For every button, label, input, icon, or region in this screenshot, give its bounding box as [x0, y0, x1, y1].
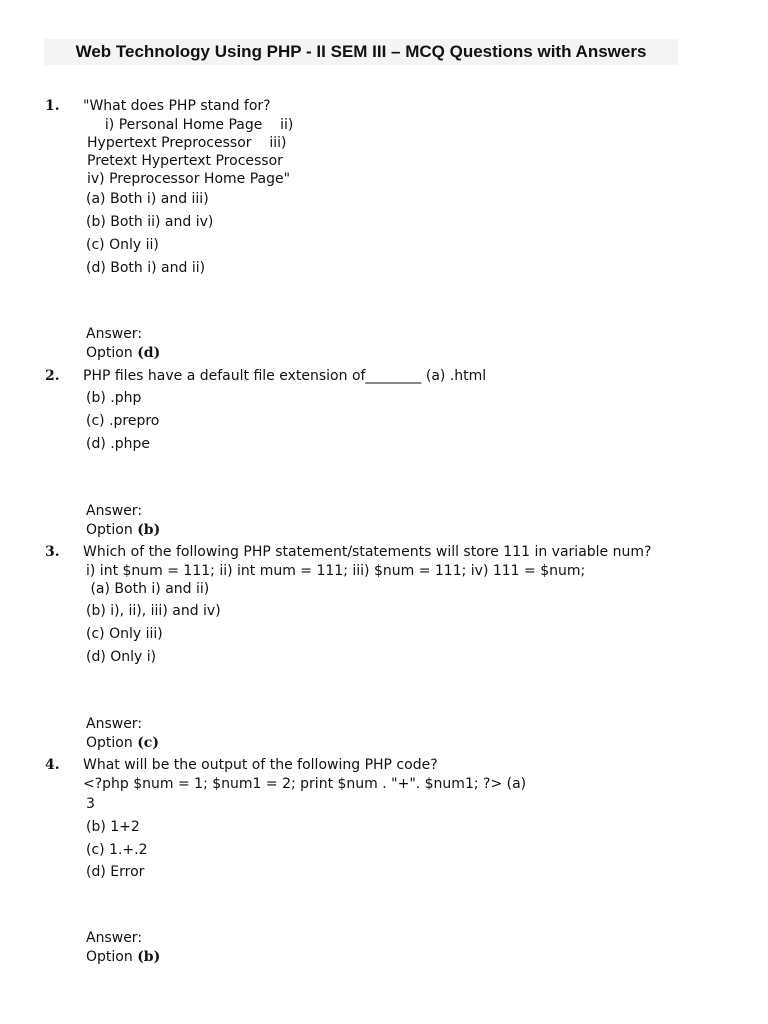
answer-label: Answer:: [86, 503, 143, 519]
answer-label: Answer:: [86, 716, 143, 732]
question-text-line: <?php $num = 1; $num1 = 2; print $num . "+". $num1; ?> (a): [83, 776, 527, 792]
option-b: (b) 1+2: [86, 819, 140, 835]
question-text-line: iv) Preprocessor Home Page": [87, 171, 291, 187]
question-number: 1.: [45, 98, 60, 114]
answer-label: Answer:: [86, 326, 143, 342]
option-d: (d) Error: [86, 864, 145, 880]
option-c: (c) 1.+.2: [86, 842, 148, 858]
option-a-value: 3: [86, 796, 95, 812]
page-title: Web Technology Using PHP - II SEM III – MCQ Questions with Answers: [75, 42, 647, 61]
option-b: (b) Both ii) and iv): [86, 214, 214, 230]
question-text-line: i) int $num = 111; ii) int mum = 111; iii) $num = 111; iv) 111 = $num;: [86, 563, 586, 579]
question-number: 4.: [45, 757, 60, 773]
question-text-line: Hypertext Preprocessor iii): [87, 135, 287, 151]
question-number: 3.: [45, 544, 60, 560]
option-prefix: Option: [86, 345, 133, 361]
option-c: (c) Only iii): [86, 626, 163, 642]
answer-option: [86, 344, 160, 363]
answer-value: (b): [137, 949, 161, 965]
answer-option: [86, 734, 159, 753]
answer-label: Answer:: [86, 930, 143, 946]
option-b: (b) .php: [86, 390, 142, 406]
option-prefix: Option: [86, 949, 133, 965]
option-b: (b) i), ii), iii) and iv): [86, 603, 221, 619]
question-text-line: Pretext Hypertext Processor: [87, 153, 283, 169]
option-c: (c) .prepro: [86, 413, 160, 429]
option-d: (d) Both i) and ii): [86, 260, 206, 276]
option-prefix: Option: [86, 522, 133, 538]
option-prefix: Option: [86, 735, 133, 751]
option-a: (a) Both i) and iii): [86, 191, 209, 207]
question-text-line: PHP files have a default file extension of________ (a) .html: [83, 368, 487, 384]
question-text-line: What will be the output of the following PHP code?: [83, 757, 438, 773]
question-text-line: Which of the following PHP statement/statements will store 111 in variable num?: [83, 544, 652, 560]
answer-value: (b): [137, 522, 161, 538]
answer-option: [86, 948, 160, 967]
question-text-line: "What does PHP stand for?: [83, 98, 271, 114]
question-number: 2.: [45, 368, 60, 384]
answer-value: (c): [137, 735, 159, 751]
question-text-line: i) Personal Home Page ii): [96, 117, 294, 133]
option-d: (d) Only i): [86, 649, 157, 665]
option-d: (d) .phpe: [86, 436, 150, 452]
option-c: (c) Only ii): [86, 237, 159, 253]
answer-value: (d): [137, 345, 161, 361]
option-a: (a) Both i) and ii): [86, 581, 210, 597]
answer-option: [86, 521, 160, 540]
